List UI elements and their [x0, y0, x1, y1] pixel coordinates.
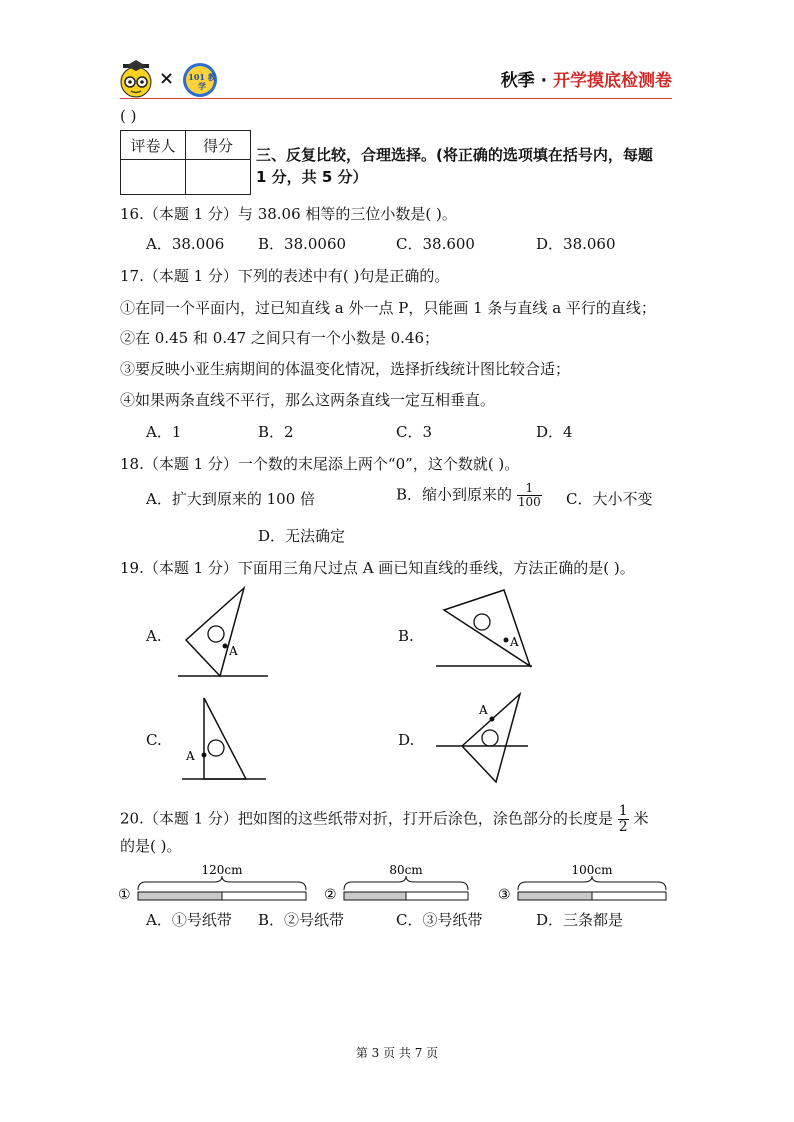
q18-option-c: C．大小不变 [566, 490, 653, 508]
q20-fraction [618, 804, 629, 835]
q19-figure-c [180, 694, 280, 784]
q17-stem: 17.（本题 1 分）下列的表述中有( )句是正确的。 [120, 267, 450, 285]
figure-b-point [504, 638, 509, 643]
figure-c-point [202, 753, 207, 758]
grader-cell [121, 160, 186, 195]
q19-stem: 19.（本题 1 分）下面用三角尺过点 A 画已知直线的垂线，方法正确的是( )。 [120, 559, 635, 577]
q17-option-a: A．1 [146, 423, 182, 441]
figure-b-point-label: A [510, 635, 519, 649]
q20-fraction-numerator: 1 [618, 803, 628, 819]
strip-3-brace [518, 876, 666, 890]
q20-stem-suffix: 米 [633, 809, 649, 828]
q16-option-a: A．38.006 [146, 235, 225, 253]
q18-fraction-denominator: 100 [517, 495, 541, 509]
header-title-exam: 开学摸底检测卷 [553, 71, 672, 91]
q17-option-b: B．2 [258, 423, 294, 441]
strip-1-length: 120cm [201, 863, 243, 877]
strip-3-mark: ③ [498, 887, 511, 903]
q19-figure-a [170, 580, 280, 685]
q17-statement-1: ①在同一个平面内，过已知直线 a 外一点 P，只能画 1 条与直线 a 平行的直线； [120, 299, 656, 317]
q19-figure-d [430, 690, 540, 790]
q19-label-d: D. [398, 731, 415, 749]
q18-option-a: A．扩大到原来的 100 倍 [146, 490, 315, 508]
strip-3-plain [592, 892, 666, 900]
strip-3-length: 100cm [571, 863, 613, 877]
q19-label-c: C. [146, 731, 162, 749]
q20-fraction-denominator: 2 [618, 819, 628, 835]
q18-stem: 18.（本题 1 分）一个数的末尾添上两个“0”，这个数就( )。 [120, 455, 520, 473]
figure-a-point [223, 644, 228, 649]
q16-option-c: C．38.600 [396, 235, 475, 253]
figure-a-triangle [186, 588, 244, 676]
q18-option-b-fraction [517, 482, 542, 509]
strip-2-plain [406, 892, 468, 900]
q18-fraction-numerator: 1 [517, 482, 542, 496]
figure-c-point-label: A [186, 749, 195, 763]
q19-label-b: B. [398, 627, 414, 645]
figure-d-hole [482, 730, 498, 746]
q17-statement-4: ④如果两条直线不平行，那么这两条直线一定互相垂直。 [120, 391, 496, 409]
q16-option-b: B．38.0060 [258, 235, 347, 253]
header-title [501, 66, 672, 91]
q20-stem-line1 [120, 804, 648, 835]
q20-stem-prefix: 20.（本题 1 分）把如图的这些纸带对折，打开后涂色，涂色部分的长度是 [120, 809, 613, 828]
figure-a-hole [208, 626, 224, 642]
strip-2-brace [344, 876, 468, 890]
q20-option-b: B．②号纸带 [258, 911, 345, 929]
strip-2-mark: ② [324, 887, 337, 903]
header-title-dot: · [540, 71, 548, 91]
figure-d-point-label: A [479, 703, 488, 717]
grader-header: 评卷人 [121, 131, 186, 160]
q20-option-d: D．三条都是 [536, 911, 624, 929]
q20-option-a: A．①号纸带 [146, 911, 232, 929]
header-divider [120, 98, 672, 99]
top-answer-paren: ( ) [120, 107, 137, 125]
figure-c-hole [208, 740, 224, 756]
q17-statement-2: ②在 0.45 和 0.47 之间只有一个小数是 0.46； [120, 329, 440, 347]
q17-statement-3: ③要反映小亚生病期间的体温变化情况，选择折线统计图比较合适； [120, 360, 571, 378]
q18-option-b-prefix: B．缩小到原来的 [396, 485, 513, 504]
score-cell [186, 160, 251, 195]
q20-paper-strips [116, 860, 676, 906]
q16-stem: 16.（本题 1 分）与 38.06 相等的三位小数是( )。 [120, 205, 457, 223]
header-times-sign: × [159, 68, 175, 89]
q18-option-d: D．无法确定 [258, 527, 346, 545]
strip-2-shaded [344, 892, 406, 900]
strip-2-length: 80cm [389, 863, 423, 877]
section-title-line2: 1 分，共 5 分） [256, 168, 368, 186]
strip-1-brace [138, 876, 306, 890]
section-title [256, 144, 686, 188]
q17-option-d: D．4 [536, 423, 573, 441]
strip-1-shaded [138, 892, 222, 900]
q18-option-b [396, 482, 542, 509]
logo-badge-text: 101 教学 [188, 72, 216, 91]
figure-b-hole [474, 614, 490, 630]
figure-c-triangle [204, 698, 246, 779]
strip-1-mark: ① [118, 887, 131, 903]
header-title-season: 秋季 [500, 71, 535, 91]
strip-1-plain [222, 892, 306, 900]
q20-stem-line2: 的是( )。 [120, 837, 182, 855]
page-footer: 第 3 页 共 7 页 [355, 1046, 439, 1060]
score-table [120, 130, 251, 195]
q19-label-a: A. [146, 627, 162, 645]
figure-d-triangle [462, 694, 520, 782]
q16-option-d: D．38.060 [536, 235, 616, 253]
figure-a-point-label: A [229, 644, 238, 658]
q20-option-c: C．③号纸带 [396, 911, 483, 929]
strip-3-shaded [518, 892, 592, 900]
q17-option-c: C．3 [396, 423, 433, 441]
section-title-line1: 三、反复比较，合理选择。(将正确的选项填在括号内，每题 [256, 146, 653, 164]
figure-d-point [490, 717, 495, 722]
q19-figure-b [420, 580, 540, 675]
score-header: 得分 [186, 131, 251, 160]
